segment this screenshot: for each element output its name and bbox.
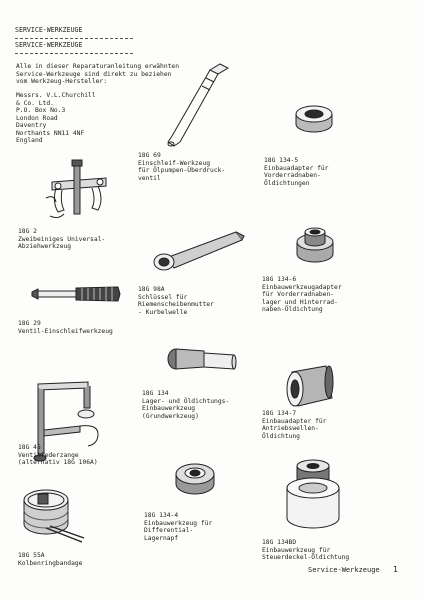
tool-desc-18g69: Einschleif-Werkzeug: [138, 159, 211, 167]
intro-line-1: Alle in dieser Reparaturanleitung erwähnten: [16, 63, 180, 70]
tool-code-18g134bd: 18G 134BD: [262, 539, 297, 546]
tool-code-18g134-4: 18G 134-4: [144, 512, 179, 519]
address-line-2: & Co. Ltd.: [16, 99, 54, 107]
seal-installer-icon: [164, 345, 240, 377]
tool-desc-18g134-5: Vorderradnaben-: [264, 172, 321, 179]
tool-desc-18g134-5: Einbauadapter für: [264, 164, 329, 172]
hub-adapter-icon: [291, 222, 339, 266]
tool-desc-18g134bd: Einbauwerkzeug für: [262, 546, 331, 554]
tool-desc-18g98a: Schlüssel für: [138, 293, 188, 301]
tool-code-18g98a: 18G 98A: [138, 286, 165, 293]
tool-desc-18g134-7: Öldichtung: [262, 432, 300, 440]
tool-desc-18g69: für Ölpumpen-Überdruck-: [138, 167, 226, 174]
tool-desc-18g134-7: Einbauadapter für: [262, 417, 327, 425]
tool-desc-18g2: Abziehwerkzeug: [18, 243, 72, 250]
two-leg-puller-icon: [44, 158, 114, 224]
tool-desc-18g98a: Riemenscheibenmutter: [138, 301, 214, 308]
page-number: 1: [393, 565, 398, 574]
tool-code-18g69: 18G 69: [138, 152, 161, 159]
tool-desc-18g134-6: für Vorderradnaben-: [262, 291, 335, 298]
intro-line-3: vom Werkzeug-Hersteller:: [16, 78, 107, 85]
tool-desc-18g134-6: Einbauwerkzeugadapter: [262, 283, 342, 291]
tool-code-18g29: 18G 29: [18, 320, 41, 327]
lapping-tool-icon: [158, 62, 238, 150]
tool-desc-18g134-5: Öldichtungen: [264, 179, 310, 187]
tool-code-18g55a: 18G 55A: [18, 552, 45, 559]
address-line-3: P.O. Box No.3: [16, 107, 66, 114]
intro-line-2: Service-Werkzeuge sind direkt zu beziehen: [16, 70, 172, 78]
tool-code-18g45: 18G 45: [18, 444, 41, 451]
address-line-5: Daventry: [16, 122, 47, 129]
address-line-7: England: [16, 137, 43, 144]
tool-desc-18g134: (Grundwerkzeug): [142, 412, 199, 420]
tool-desc-18g134-4: Differential-: [144, 527, 194, 534]
tool-desc-18g55a: Kolbenringbandage: [18, 559, 83, 567]
address-line-1: Messrs. V.L.Churchill: [16, 92, 96, 99]
tool-desc-18g69: ventil: [138, 174, 161, 182]
address-line-6: Northants NN11 4NF: [16, 129, 85, 137]
bearing-cup-tool-icon: [172, 454, 218, 502]
piston-ring-compressor-icon: [16, 484, 86, 550]
drive-shaft-adapter-icon: [282, 362, 342, 410]
tool-code-18g134-7: 18G 134-7: [262, 410, 297, 417]
pulley-spanner-icon: [152, 228, 246, 274]
tool-desc-18g134-7: Antriebswellen-: [262, 425, 319, 432]
tool-code-18g134: 18G 134: [142, 390, 169, 397]
page-header: SERVICE-WERKZEUGE: [15, 26, 83, 34]
tool-desc-18g45: Ventilfederzange: [18, 451, 79, 459]
section-divider: [15, 53, 133, 54]
address-line-4: London Road: [16, 114, 58, 122]
tool-desc-18g98a: - Kurbelwelle: [138, 308, 188, 316]
tool-desc-18g2: Zweibeiniges Universal-: [18, 235, 106, 243]
adapter-ring-icon: [293, 100, 335, 140]
cover-seal-tool-icon: [281, 456, 345, 532]
valve-grinder-icon: [28, 282, 124, 306]
tool-desc-18g45: (alternativ 18G 106A): [18, 459, 98, 466]
tool-desc-18g29: Ventil-Einschleifwerkzeug: [18, 327, 113, 335]
header-divider: [15, 38, 133, 39]
tool-code-18g134-5: 18G 134-5: [264, 157, 299, 164]
footer-title: Service-Werkzeuge: [308, 566, 380, 574]
tool-desc-18g134bd: Steuerdeckel-Öldichtung: [262, 554, 350, 561]
tool-code-18g134-6: 18G 134-6: [262, 276, 297, 283]
tool-desc-18g134-6: naben-Öldichtung: [262, 306, 323, 313]
tool-desc-18g134: Lager- und Öldichtungs-: [142, 397, 230, 405]
tool-code-18g2: 18G 2: [18, 228, 37, 235]
tool-desc-18g134-6: lager und Hinterrad-: [262, 298, 338, 306]
tool-desc-18g134: Einbauwerkzeug: [142, 405, 196, 412]
tool-desc-18g134-4: Lagernapf: [144, 534, 179, 542]
section-title: SERVICE-WERKZEUGE: [15, 41, 83, 49]
tool-desc-18g134-4: Einbauwerkzeug für: [144, 519, 213, 527]
